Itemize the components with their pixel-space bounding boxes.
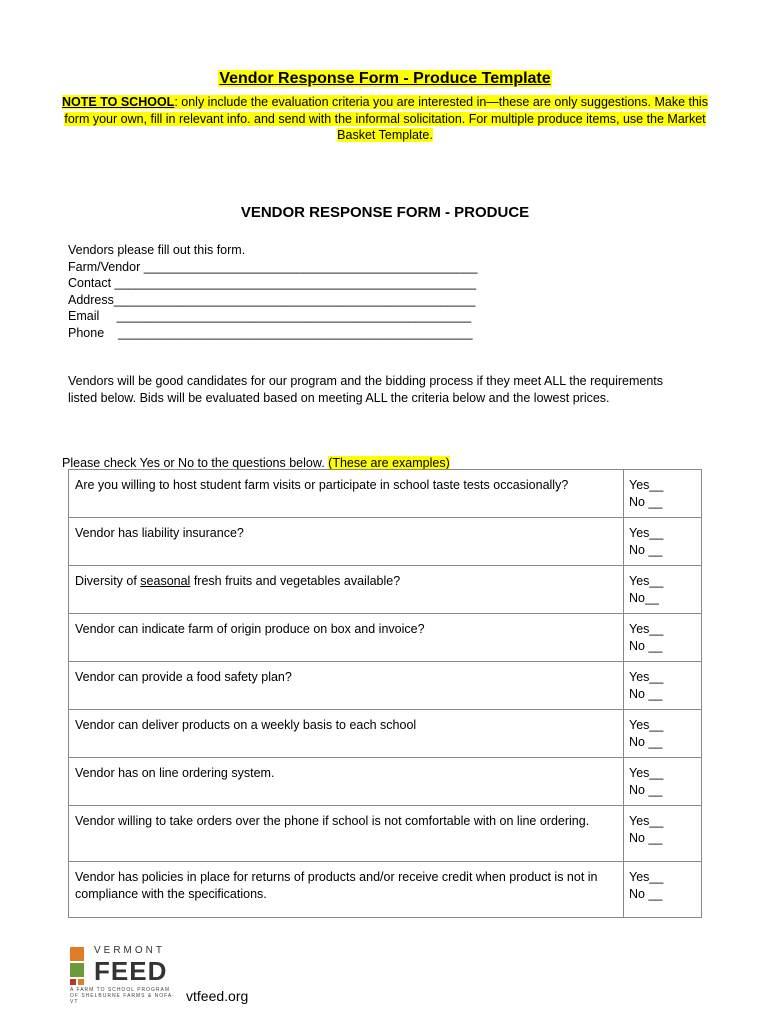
question-text: Vendor can provide a food safety plan? bbox=[69, 662, 624, 710]
question-text: Are you willing to host student farm visits or participate in school taste tests occasionally? bbox=[69, 470, 624, 518]
contact-field[interactable]: Contact ____________________________________________________ bbox=[68, 276, 477, 290]
form-title: Vendor Response Form - Produce Template bbox=[219, 70, 551, 87]
no-option[interactable]: No __ bbox=[629, 686, 663, 701]
website-link[interactable]: vtfeed.org bbox=[186, 988, 249, 1004]
yes-no-cell[interactable] bbox=[624, 470, 702, 518]
question-text: Vendor can deliver products on a weekly basis to each school bbox=[69, 710, 624, 758]
note-to-school bbox=[60, 94, 710, 144]
yes-option[interactable]: Yes__ bbox=[629, 526, 664, 540]
yes-no-cell[interactable] bbox=[624, 566, 702, 614]
yes-option[interactable]: Yes__ bbox=[629, 574, 664, 588]
vermont-feed-logo bbox=[70, 945, 182, 1005]
yes-option[interactable]: Yes__ bbox=[629, 870, 664, 884]
address-field[interactable]: Address____________________________________________________ bbox=[68, 292, 476, 307]
logo-square-green bbox=[70, 963, 84, 977]
instruction-highlight: (These are examples) bbox=[328, 456, 450, 470]
note-label: NOTE TO SCHOOL bbox=[62, 95, 175, 109]
phone-field[interactable]: Phone ___________________________________________________ bbox=[68, 325, 473, 340]
yes-no-cell[interactable] bbox=[624, 806, 702, 862]
no-option[interactable]: No __ bbox=[629, 886, 663, 901]
table-row bbox=[69, 758, 702, 806]
table-row bbox=[69, 518, 702, 566]
criteria-table bbox=[68, 469, 702, 918]
no-option[interactable]: No __ bbox=[629, 542, 663, 557]
yes-option[interactable]: Yes__ bbox=[629, 670, 664, 684]
instruction-text: Please check Yes or No to the questions below. bbox=[62, 456, 329, 470]
form-heading: VENDOR RESPONSE FORM - PRODUCE bbox=[240, 204, 530, 221]
table-row bbox=[69, 862, 702, 918]
no-option[interactable]: No __ bbox=[629, 638, 663, 653]
no-option[interactable]: No __ bbox=[629, 830, 663, 845]
yes-option[interactable]: Yes__ bbox=[629, 478, 664, 492]
farm-vendor-field[interactable]: Farm/Vendor ________________________________________________ bbox=[68, 259, 478, 274]
intro-paragraph: Vendors will be good candidates for our program and the bidding process if they meet ALL the requirements listed below. Bids will be evaluated based on meeting ALL the criteria below and the lowest prices. bbox=[68, 374, 664, 405]
yes-option[interactable]: Yes__ bbox=[629, 766, 664, 780]
yes-no-cell[interactable] bbox=[624, 518, 702, 566]
no-option[interactable]: No __ bbox=[629, 782, 663, 797]
logo-tagline: A FARM TO SCHOOL PROGRAM OF SHELBURNE FARMS & NOFA-VT bbox=[70, 987, 175, 1005]
yes-no-cell[interactable] bbox=[624, 758, 702, 806]
note-text: : only include the evaluation criteria you are interested in—these are only suggestions. Make this form your own, fill in relevant info. and send with the informal solicitation. For multiple produce items, use the Market Basket Template. bbox=[64, 95, 708, 142]
email-field[interactable]: Email ___________________________________________________ bbox=[68, 309, 472, 323]
fill-prompt: Vendors please fill out this form. bbox=[68, 243, 246, 257]
question-text: Vendor can indicate farm of origin produce on box and invoice? bbox=[69, 614, 624, 662]
table-row bbox=[69, 806, 702, 862]
no-option[interactable]: No __ bbox=[629, 734, 663, 749]
logo-vermont-text: VERMONT bbox=[94, 945, 165, 956]
question-text: Vendor has policies in place for returns of products and/or receive credit when product is not in compliance with the specifications. bbox=[69, 862, 624, 918]
table-row bbox=[69, 662, 702, 710]
question-text: Diversity of seasonal fresh fruits and vegetables available? bbox=[69, 566, 624, 614]
no-option[interactable]: No __ bbox=[629, 494, 663, 509]
yes-no-cell[interactable] bbox=[624, 862, 702, 918]
table-row bbox=[69, 566, 702, 614]
yes-no-cell[interactable] bbox=[624, 614, 702, 662]
yes-no-cell[interactable] bbox=[624, 710, 702, 758]
logo-square-orange bbox=[70, 947, 84, 961]
table-row bbox=[69, 710, 702, 758]
logo-square-red bbox=[70, 979, 76, 985]
no-option[interactable]: No__ bbox=[629, 590, 659, 605]
yes-option[interactable]: Yes__ bbox=[629, 718, 664, 732]
yes-no-cell[interactable] bbox=[624, 662, 702, 710]
yes-option[interactable]: Yes__ bbox=[629, 622, 664, 636]
yes-option[interactable]: Yes__ bbox=[629, 814, 664, 828]
seasonal-word: seasonal bbox=[140, 574, 191, 588]
question-text: Vendor has liability insurance? bbox=[69, 518, 624, 566]
vendor-contact-fields bbox=[68, 242, 477, 341]
logo-square-orange-small bbox=[78, 979, 84, 985]
question-text: Vendor willing to take orders over the phone if school is not comfortable with on line ordering. bbox=[69, 806, 624, 862]
logo-feed-text: FEED bbox=[94, 956, 168, 986]
question-text: Vendor has on line ordering system. bbox=[69, 758, 624, 806]
table-row bbox=[69, 470, 702, 518]
table-row bbox=[69, 614, 702, 662]
